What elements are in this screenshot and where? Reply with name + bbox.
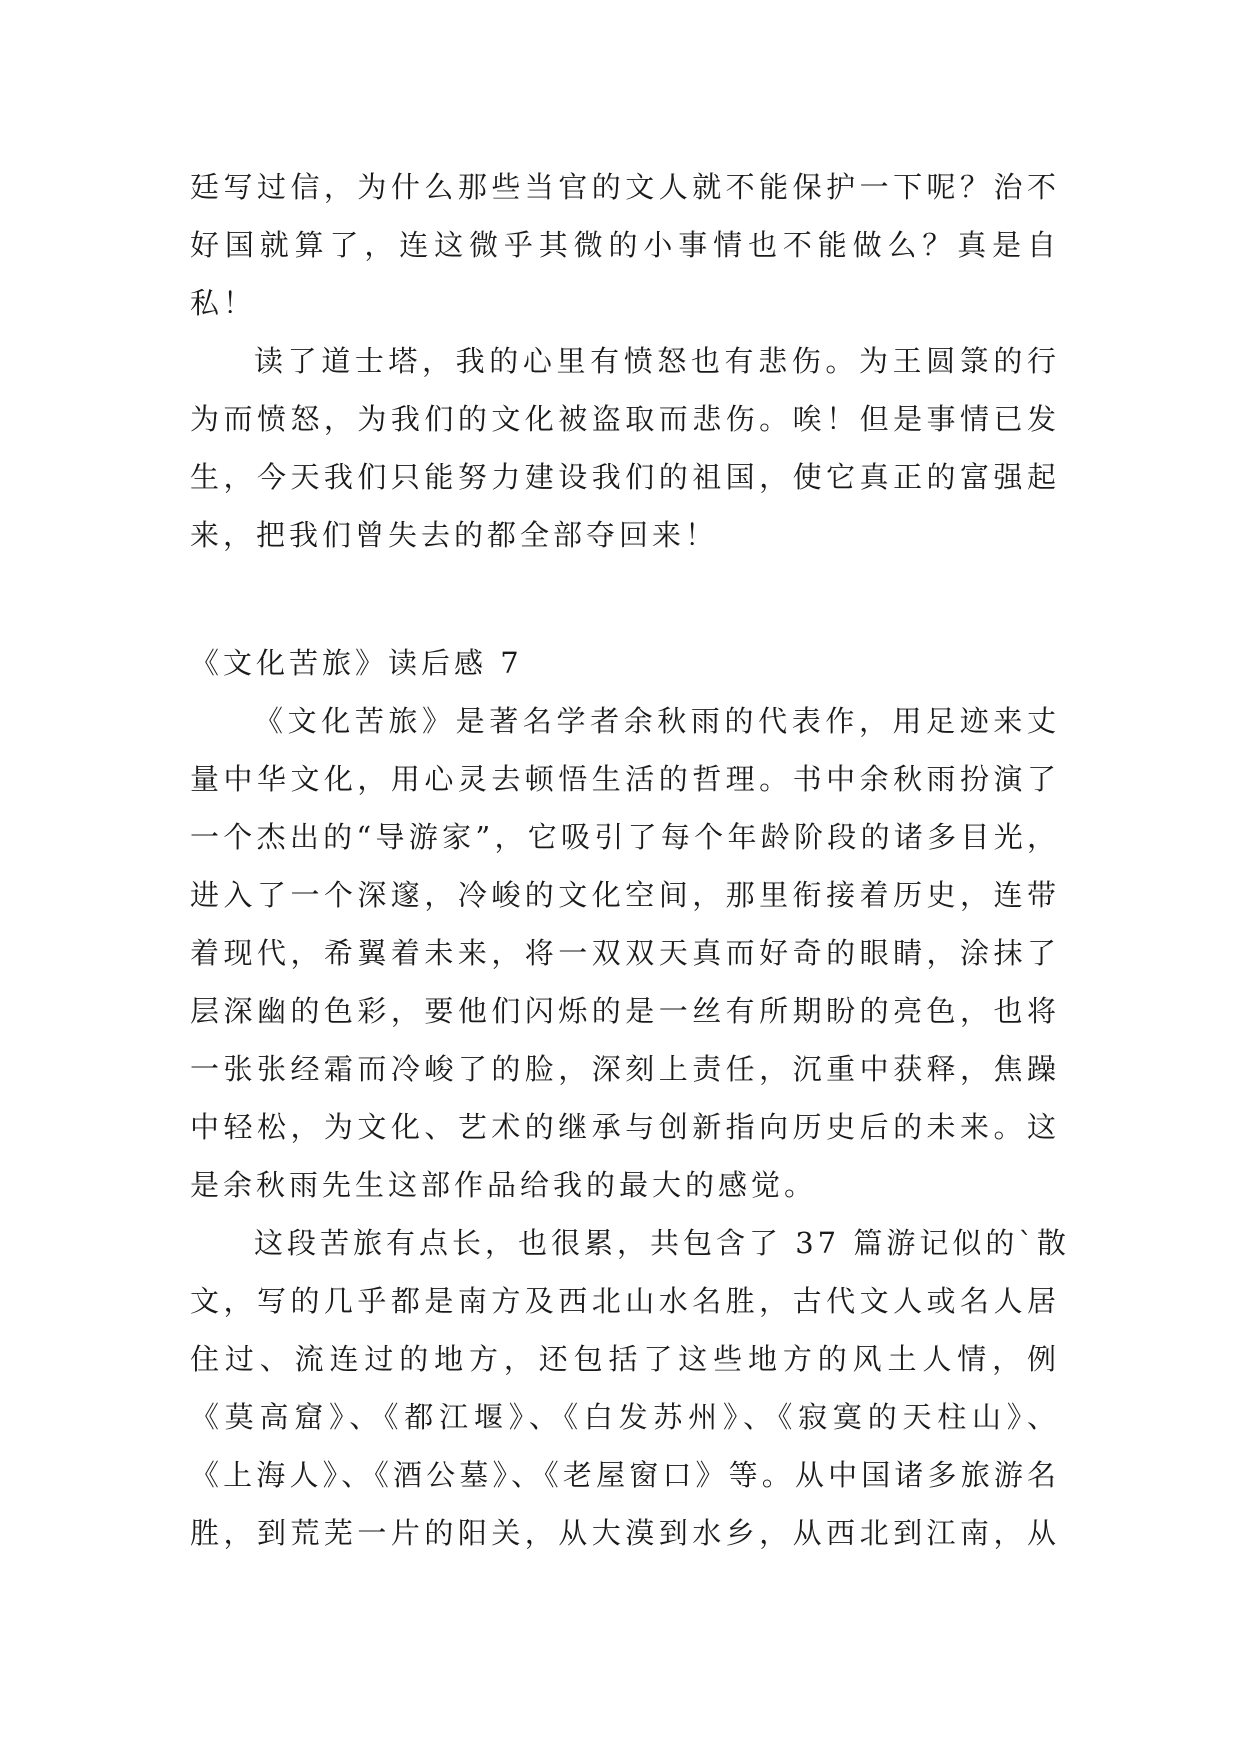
paragraph-line: 为而愤怒，为我们的文化被盗取而悲伤。唉！但是事情已发 [190,402,1060,436]
paragraph-line: 读了道士塔，我的心里有愤怒也有悲伤。为王圆箓的行 [254,344,1060,378]
paragraph-line: 生，今天我们只能努力建设我们的祖国，使它真正的富强起 [190,460,1060,494]
section-gap [190,564,1060,634]
paragraph-line: 一个杰出的“导游家”，它吸引了每个年龄阶段的诸多目光， [190,820,1060,854]
paragraph-line: 这段苦旅有点长，也很累，共包含了 37 篇游记似的`散 [254,1226,1070,1260]
paragraph-line: 层深幽的色彩，要他们闪烁的是一丝有所期盼的亮色，也将 [190,994,1060,1028]
paragraph-line: 胜，到荒芜一片的阳关，从大漠到水乡，从西北到江南，从 [190,1516,1060,1550]
paragraph-line: 文，写的几乎都是南方及西北山水名胜，古代文人或名人居 [190,1284,1060,1318]
paragraph-4 [190,1214,1070,1562]
paragraph-3 [190,692,1060,1214]
paragraph-line: 《莫高窟》、《都江堰》、《白发苏州》、《寂寞的天柱山》、 [190,1400,1060,1434]
paragraph-line: 私！ [190,286,257,320]
paragraph-line: 来，把我们曾失去的都全部夺回来！ [190,518,719,552]
paragraph-line: 一张张经霜而冷峻了的脸，深刻上责任，沉重中获释，焦躁 [190,1052,1060,1086]
paragraph-line: 廷写过信，为什么那些当官的文人就不能保护一下呢？治不 [190,170,1060,204]
paragraph-line: 是余秋雨先生这部作品给我的最大的感觉。 [190,1168,818,1202]
paragraph-line: 好国就算了，连这微乎其微的小事情也不能做么？真是自 [190,228,1060,262]
paragraph-line: 量中华文化，用心灵去顿悟生活的哲理。书中余秋雨扮演了 [190,762,1060,796]
section-title: 《文化苦旅》读后感 7 [190,646,523,680]
paragraph-line: 住过、流连过的地方，还包括了这些地方的风土人情，例 [190,1342,1060,1376]
paragraph-line: 《文化苦旅》是著名学者余秋雨的代表作，用足迹来丈 [254,704,1060,738]
paragraph-line: 进入了一个深邃，冷峻的文化空间，那里衔接着历史，连带 [190,878,1060,912]
paragraph-line: 着现代，希翼着未来，将一双双天真而好奇的眼睛，涂抹了 [190,936,1060,970]
paragraph-2 [190,332,1060,564]
paragraph-line: 中轻松，为文化、艺术的继承与创新指向历史后的未来。这 [190,1110,1060,1144]
paragraph-1 [190,158,1060,332]
paragraph-line: 《上海人》、《酒公墓》、《老屋窗口》等。从中国诸多旅游名 [190,1458,1060,1492]
document-body [190,158,1070,1562]
